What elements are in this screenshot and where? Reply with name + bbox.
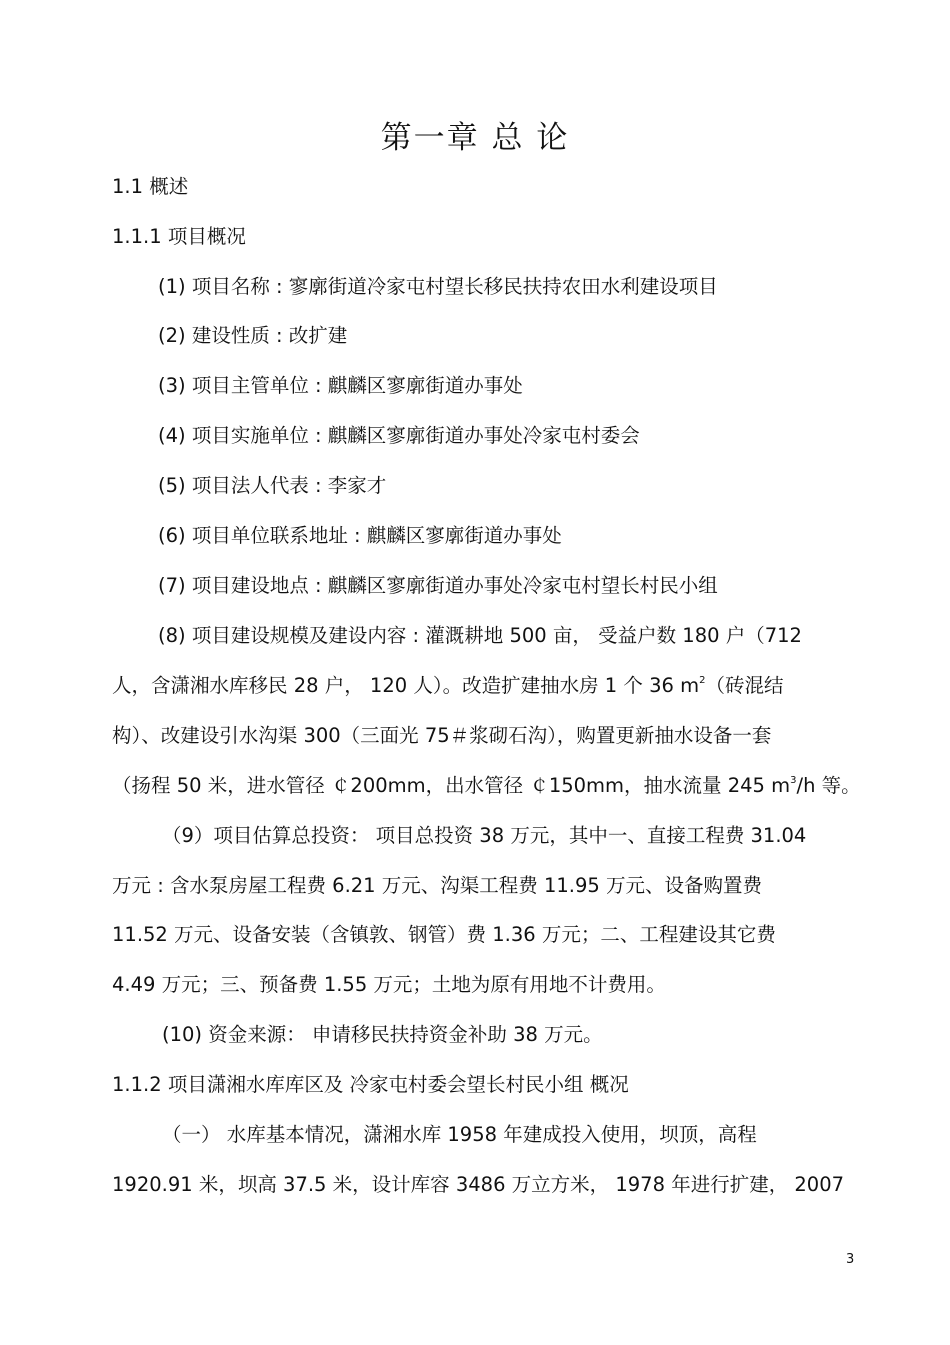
item-supervising-unit: (3) 项目主管单位 : 麒麟区寥廓街道办事处 (158, 374, 523, 397)
chapter-title: 第一章 总 论 (380, 120, 570, 156)
item-construction-site: (7) 项目建设地点 : 麒麟区寥廓街道办事处冷家屯村望长村民小组 (158, 574, 718, 597)
section-heading-1-1: 1.1 概述 (112, 175, 189, 198)
item-contact-address: (6) 项目单位联系地址 : 麒麟区寥廓街道办事处 (158, 524, 562, 547)
item9-line2: 万元 : 含水泵房屋工程费 6.21 万元、沟渠工程费 11.95 万元、设备购置费 (112, 874, 763, 897)
item-project-name: (1) 项目名称 : 寥廓街道冷家屯村望长移民扶持农田水利建设项目 (158, 275, 718, 298)
item9-line3: 11.52 万元、设备安装（含镇敦、钢管）费 1.36 万元；二、工程建设其它费 (112, 923, 776, 946)
item-implementing-unit: (4) 项目实施单位 : 麒麟区寥廓街道办事处冷家屯村委会 (158, 424, 640, 447)
item-construction-nature: (2) 建设性质 : 改扩建 (158, 324, 348, 347)
para1-line2: 1920.91 米，坝高 37.5 米，设计库容 3486 万立方米， 1978 年进行扩建， 2007 (112, 1173, 845, 1196)
page-number: 3 (846, 1252, 855, 1267)
superscript-3: 3 (790, 775, 797, 786)
para1-line1: （一） 水库基本情况，潇湘水库 1958 年建成投入使用，坝顶，高程 (162, 1123, 757, 1146)
superscript-2: 2 (699, 675, 706, 686)
item8-line1: (8) 项目建设规模及建设内容 : 灌溉耕地 500 亩， 受益户数 180 户（712 (158, 624, 802, 647)
item9-line4: 4.49 万元；三、预备费 1.55 万元；土地为原有用地不计费用。 (112, 973, 666, 996)
section-heading-1-1-2: 1.1.2 项目潇湘水库库区及 冷家屯村委会望长村民小组 概况 (112, 1073, 629, 1096)
item8-line2: 人，含潇湘水库移民 28 户， 120 人）。改造扩建抽水房 1 个 36 $m^2$（砖混结 (112, 674, 784, 697)
item8-line4: （扬程 50 米，进水管径 ￠200mm，出水管径 ￠150mm，抽水流量 245 $m^3/h$ 等。 (112, 774, 861, 797)
item9-line1: （9）项目估算总投资： 项目总投资 38 万元，其中一、直接工程费 31.04 (162, 824, 807, 847)
item8-line3: 构）、改建设引水沟渠 300（三面光 75＃浆砌石沟），购置更新抽水设备一套 (112, 724, 772, 747)
item10-funding: (10) 资金来源： 申请移民扶持资金补助 38 万元。 (162, 1023, 603, 1046)
item-legal-representative: (5) 项目法人代表 : 李家才 (158, 474, 387, 497)
section-heading-1-1-1: 1.1.1 项目概况 (112, 225, 246, 248)
